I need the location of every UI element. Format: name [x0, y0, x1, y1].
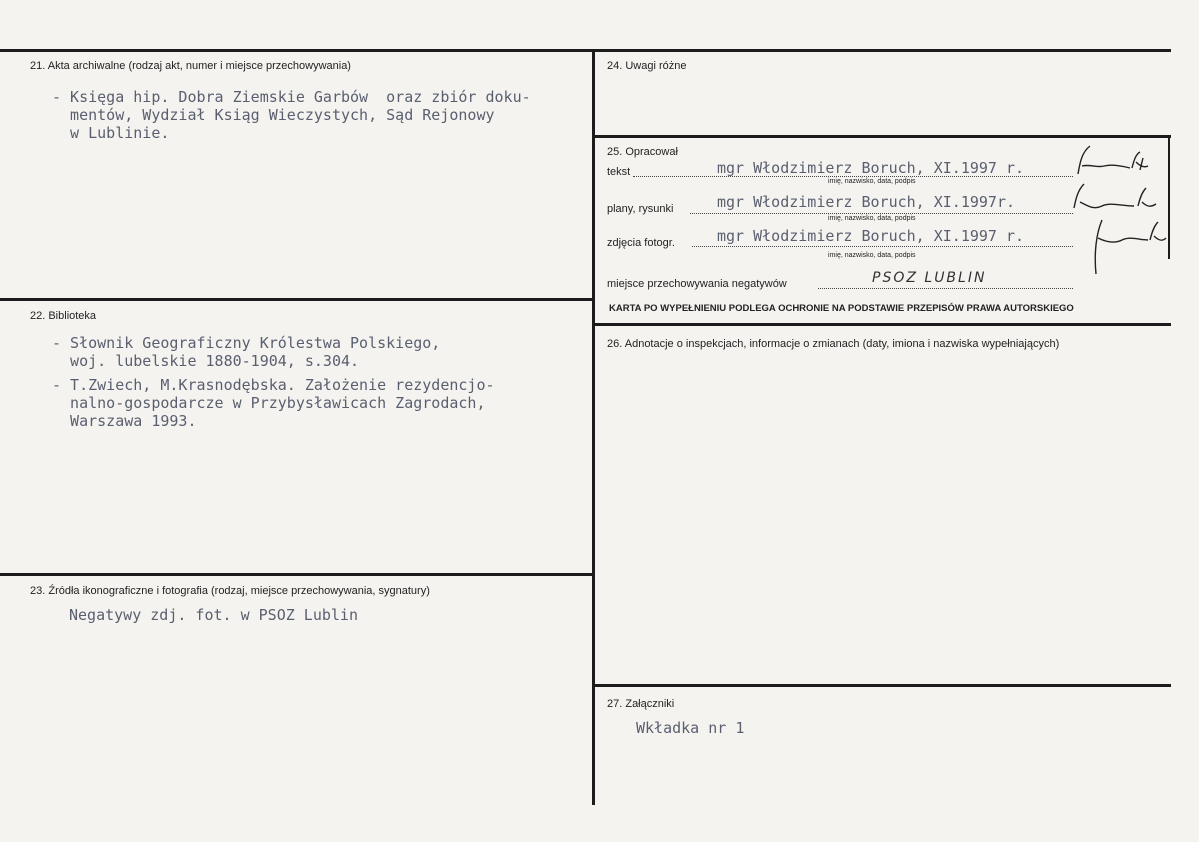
section-25-label: 25. Opracował: [607, 146, 678, 158]
section-22-line-5: Warszawa 1993.: [52, 412, 197, 430]
negatives-label: miejsce przechowywania negatywów: [607, 278, 787, 290]
tekst-value: mgr Włodzimierz Boruch, XI.1997 r.: [717, 159, 1025, 177]
section-22-line-3: - T.Zwiech, M.Krasnodębska. Założenie rezydencjo-: [52, 376, 495, 394]
section-24-label: 24. Uwagi różne: [607, 60, 687, 72]
signature-3: [1078, 214, 1168, 278]
rule-26-27: [593, 684, 1171, 687]
section-22-line-4: nalno-gospodarcze w Przybysławicach Zagrodach,: [52, 394, 486, 412]
plany-caption: imię, nazwisko, data, podpis: [828, 215, 916, 222]
zdjecia-label: zdjęcia fotogr.: [607, 237, 675, 249]
section-27-label: 27. Załączniki: [607, 698, 675, 710]
rule-24-25: [593, 135, 1171, 138]
center-divider: [592, 49, 595, 805]
plany-dotted-line: [690, 213, 1073, 214]
copyright-notice: KARTA PO WYPEŁNIENIU PODLEGA OCHRONIE NA PODSTAWIE PRZEPISÓW PRAWA AUTORSKIEGO: [609, 303, 1074, 314]
section-22-line-2: woj. lubelskie 1880-1904, s.304.: [52, 352, 360, 370]
section-23-label: 23. Źródła ikonograficzne i fotografia (rodzaj, miejsce przechowywania, sygnatury): [30, 585, 430, 597]
section-23-line-1: Negatywy zdj. fot. w PSOZ Lublin: [69, 606, 358, 624]
plany-label: plany, rysunki: [607, 203, 674, 215]
right-edge-rule: [1168, 135, 1170, 259]
top-rule-right: [593, 49, 1171, 52]
plany-value: mgr Włodzimierz Boruch, XI.1997r.: [717, 193, 1016, 211]
signature-1: [1070, 142, 1160, 182]
section-22-line-1: - Słownik Geograficzny Królestwa Polskiego,: [52, 334, 441, 352]
section-27-line-1: Wkładka nr 1: [636, 719, 745, 737]
rule-21-22: [0, 298, 592, 301]
tekst-caption: imię, nazwisko, data, podpis: [828, 178, 916, 185]
tekst-label: tekst: [607, 166, 631, 178]
zdjecia-dotted-line: [692, 246, 1073, 247]
negatives-handwritten-value: PSOZ LUBLIN: [872, 270, 987, 286]
section-21-line-1: - Księga hip. Dobra Ziemskie Garbów oraz zbiór doku-: [52, 88, 531, 106]
zdjecia-caption: imię, nazwisko, data, podpis: [828, 252, 916, 259]
section-22-label: 22. Biblioteka: [30, 310, 97, 322]
section-21-line-2: mentów, Wydział Ksiąg Wieczystych, Sąd Rejonowy: [52, 106, 495, 124]
rule-22-23: [0, 573, 592, 576]
section-21-label: 21. Akta archiwalne (rodzaj akt, numer i miejsce przechowywania): [30, 60, 351, 72]
zdjecia-value: mgr Włodzimierz Boruch, XI.1997 r.: [717, 227, 1025, 245]
top-rule-left: [0, 49, 592, 52]
section-26-label: 26. Adnotacje o inspekcjach, informacje o zmianach (daty, imiona i nazwiska wypełniających): [607, 338, 1060, 350]
rule-25-26: [593, 323, 1171, 326]
section-21-line-3: w Lublinie.: [52, 124, 170, 142]
negatives-dotted-line: [818, 288, 1073, 289]
